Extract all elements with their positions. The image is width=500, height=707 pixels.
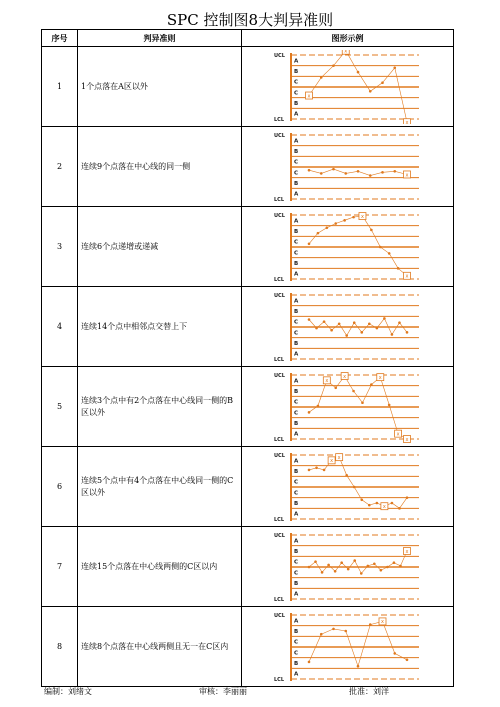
row-number: 4 (42, 287, 78, 367)
ucl-label: UCL (273, 532, 285, 539)
control-chart (273, 530, 423, 604)
footer-approved: 批准：刘洋 (349, 687, 389, 696)
control-chart (273, 450, 423, 524)
svg-text:x: x (307, 92, 310, 99)
header-num: 序号 (42, 30, 78, 47)
footer-reviewed: 审核：李丽丽 (199, 687, 247, 696)
zone-letter: B (293, 500, 298, 507)
data-point (393, 169, 396, 172)
svg-text:x: x (382, 503, 386, 510)
zone-letter: A (293, 671, 298, 678)
zone-letter: A (293, 217, 298, 224)
lcl-label: LCL (273, 436, 284, 443)
data-point (319, 632, 322, 635)
zone-letter: A (293, 57, 298, 64)
control-chart (273, 610, 423, 684)
svg-text:x: x (329, 457, 333, 464)
rule-text: 连续15个点落在中心线两侧的C区以内 (78, 527, 242, 607)
anomaly-marker (403, 118, 410, 123)
data-point (366, 564, 369, 567)
data-point (383, 317, 386, 320)
data-point (405, 658, 408, 661)
zone-letter: A (293, 297, 298, 304)
data-point (307, 660, 310, 663)
anomaly-marker (403, 272, 410, 279)
data-point (368, 503, 371, 506)
data-point (353, 559, 356, 562)
data-point (346, 567, 349, 570)
zone-letter: A (293, 351, 298, 358)
row-number: 6 (42, 447, 78, 527)
data-point (392, 561, 395, 564)
control-chart (273, 210, 423, 284)
data-point (370, 228, 373, 231)
data-point (387, 252, 390, 255)
data-point (368, 322, 371, 325)
rules-table (41, 29, 454, 687)
svg-text:x: x (324, 377, 328, 384)
zone-letter: C (293, 649, 298, 656)
anomaly-marker (376, 373, 383, 380)
data-point (352, 321, 355, 324)
zone-letter: A (293, 191, 298, 198)
ucl-label: UCL (273, 132, 285, 139)
data-point (393, 652, 396, 655)
table-body (42, 47, 454, 687)
lcl-label: LCL (273, 516, 284, 523)
zone-letter: A (293, 431, 298, 438)
rule-figure (242, 287, 454, 367)
zone-letter: A (293, 457, 298, 464)
rule-text: 连续8个点落在中心线两侧且无一在C区内 (78, 607, 242, 687)
zone-letter: B (293, 580, 298, 587)
ucl-label: UCL (273, 612, 285, 619)
data-point (381, 171, 384, 174)
anomaly-marker (403, 435, 410, 442)
data-point (334, 386, 337, 389)
row-number: 7 (42, 527, 78, 607)
data-point (359, 572, 362, 575)
data-point (398, 321, 401, 324)
zone-letter: B (293, 260, 298, 267)
data-point (332, 167, 335, 170)
svg-text:x: x (405, 548, 408, 555)
data-point (344, 172, 347, 175)
data-point (386, 565, 389, 568)
svg-text:x: x (405, 273, 408, 280)
data-point (368, 174, 371, 177)
zone-letter: B (293, 308, 298, 315)
data-point (307, 168, 310, 171)
header-rule: 判异准则 (78, 30, 242, 47)
control-chart (273, 290, 423, 364)
control-chart (273, 130, 423, 204)
svg-text:x: x (337, 454, 341, 461)
zone-letter: B (293, 228, 298, 235)
row-number: 5 (42, 367, 78, 447)
table-row (42, 287, 454, 367)
data-point (333, 569, 336, 572)
zone-letter: B (293, 340, 298, 347)
zone-letter: C (293, 489, 298, 496)
data-point (356, 169, 359, 172)
zone-letter: A (293, 591, 298, 598)
data-point (316, 404, 319, 407)
data-point (399, 564, 402, 567)
svg-text:x: x (378, 374, 382, 381)
data-point (375, 501, 378, 504)
data-point (352, 215, 355, 218)
rule-text: 连续6个点递增或递减 (78, 207, 242, 287)
rule-figure (242, 527, 454, 607)
zone-letter: C (293, 169, 298, 176)
anomaly-marker (328, 456, 335, 463)
data-point (334, 222, 337, 225)
rule-text: 1个点落在A区以外 (78, 47, 242, 127)
svg-text:x: x (380, 618, 384, 625)
zone-letter: B (293, 660, 298, 667)
data-point (307, 468, 310, 471)
svg-text:x: x (396, 430, 400, 437)
svg-text:x: x (343, 49, 347, 55)
data-point (319, 172, 322, 175)
data-point (314, 560, 317, 563)
zone-letter: C (293, 569, 298, 576)
zone-letter: A (293, 271, 298, 278)
table-row (42, 527, 454, 607)
data-point (381, 81, 384, 84)
zone-letter: C (293, 159, 298, 166)
data-point (316, 231, 319, 234)
rule-figure (242, 127, 454, 207)
svg-text:x: x (405, 436, 408, 443)
data-point (387, 403, 390, 406)
zone-letter: C (293, 239, 298, 246)
anomaly-marker (403, 170, 410, 177)
zone-letter: C (293, 319, 298, 326)
rule-text: 连续14个点中相邻点交替上下 (78, 287, 242, 367)
data-point (345, 473, 348, 476)
data-point (337, 322, 340, 325)
row-number: 8 (42, 607, 78, 687)
zone-letter: C (293, 399, 298, 406)
anomaly-marker (380, 502, 387, 509)
rule-text: 连续5个点中有4个点落在中心线同一侧的C区以外 (78, 447, 242, 527)
anomaly-marker (342, 50, 349, 55)
zone-letter: C (293, 79, 298, 86)
lcl-label: LCL (273, 276, 284, 283)
data-point (368, 89, 371, 92)
zone-letter: C (293, 89, 298, 96)
rule-figure (242, 47, 454, 127)
data-point (390, 333, 393, 336)
footer-prepared: 编制：刘绪文 (44, 687, 92, 696)
data-point (307, 318, 310, 321)
svg-text:x: x (342, 373, 346, 380)
rule-figure (242, 447, 454, 527)
anomaly-marker (403, 547, 410, 554)
table-header-row (42, 30, 454, 47)
row-number: 2 (42, 127, 78, 207)
anomaly-marker (379, 617, 386, 624)
anomaly-marker (305, 92, 312, 99)
data-point (315, 326, 318, 329)
zone-letter: A (293, 617, 298, 624)
data-point (307, 242, 310, 245)
data-point (343, 219, 346, 222)
anomaly-marker (358, 212, 365, 219)
page-title: SPC 控制图8大判异准则 (166, 11, 334, 29)
ucl-label: UCL (273, 52, 285, 59)
data-point (390, 501, 393, 504)
zone-letter: B (293, 468, 298, 475)
data-point (319, 76, 322, 79)
data-point (352, 389, 355, 392)
zone-letter: B (293, 180, 298, 187)
zone-letter: A (293, 537, 298, 544)
table-row (42, 207, 454, 287)
data-point (373, 562, 376, 565)
data-point (356, 70, 359, 73)
zone-letter: B (293, 68, 298, 75)
ucl-label: UCL (273, 452, 285, 459)
data-point (315, 466, 318, 469)
lcl-label: LCL (273, 596, 284, 603)
data-point (360, 331, 363, 334)
data-point (322, 468, 325, 471)
header-figure: 图形示例 (242, 30, 454, 47)
data-point (361, 401, 364, 404)
data-point (405, 496, 408, 499)
ucl-label: UCL (273, 372, 285, 379)
data-point (378, 245, 381, 248)
table-row (42, 447, 454, 527)
data-point (375, 326, 378, 329)
lcl-label: LCL (273, 196, 284, 203)
data-series-line (309, 216, 407, 276)
lcl-label: LCL (273, 676, 284, 683)
table-row (42, 127, 454, 207)
table-row (42, 367, 454, 447)
zone-letter: B (293, 420, 298, 427)
zone-letter: A (293, 377, 298, 384)
zone-letter: C (293, 559, 298, 566)
data-point (322, 320, 325, 323)
data-point (344, 629, 347, 632)
data-point (398, 507, 401, 510)
data-point (307, 411, 310, 414)
anomaly-marker (323, 376, 330, 383)
data-point (370, 383, 373, 386)
data-point (396, 267, 399, 270)
data-series-line (309, 551, 407, 573)
data-point (368, 623, 371, 626)
zone-letter: C (293, 479, 298, 486)
data-point (360, 498, 363, 501)
zone-letter: C (293, 249, 298, 256)
zone-letter: C (293, 329, 298, 336)
zone-letter: A (293, 137, 298, 144)
ucl-label: UCL (273, 212, 285, 219)
anomaly-marker (341, 372, 348, 379)
zone-letter: A (293, 111, 298, 118)
svg-text:x: x (405, 171, 408, 178)
rule-figure (242, 367, 454, 447)
data-point (345, 334, 348, 337)
zone-letter: B (293, 548, 298, 555)
data-point (332, 64, 335, 67)
data-series-line (309, 457, 407, 508)
table-row (42, 47, 454, 127)
data-point (330, 328, 333, 331)
data-series-line (309, 618, 407, 666)
data-point (332, 627, 335, 630)
data-point (327, 563, 330, 566)
control-chart (273, 370, 423, 444)
anomaly-marker (335, 453, 342, 460)
rule-figure (242, 207, 454, 287)
anomaly-marker (394, 430, 401, 437)
data-point (340, 561, 343, 564)
data-point (320, 571, 323, 574)
data-point (325, 226, 328, 229)
lcl-label: LCL (273, 356, 284, 363)
data-point (393, 66, 396, 69)
row-number: 1 (42, 47, 78, 127)
data-point (405, 331, 408, 334)
table-row (42, 607, 454, 687)
zone-letter: B (293, 628, 298, 635)
zone-letter: B (293, 388, 298, 395)
svg-text:x: x (360, 213, 364, 220)
zone-letter: A (293, 511, 298, 518)
control-chart (273, 50, 423, 124)
lcl-label: LCL (273, 116, 284, 123)
zone-letter: B (293, 148, 298, 155)
zone-letter: C (293, 639, 298, 646)
row-number: 3 (42, 207, 78, 287)
rule-text: 连续9个点落在中心线的同一侧 (78, 127, 242, 207)
rule-figure (242, 607, 454, 687)
data-point (379, 568, 382, 571)
ucl-label: UCL (273, 292, 285, 299)
data-point (307, 565, 310, 568)
data-point (356, 664, 359, 667)
zone-letter: B (293, 100, 298, 107)
zone-letter: C (293, 409, 298, 416)
svg-text:x: x (405, 119, 408, 124)
rule-text: 连续3个点中有2个点落在中心线同一侧的B区以外 (78, 367, 242, 447)
data-point (352, 485, 355, 488)
